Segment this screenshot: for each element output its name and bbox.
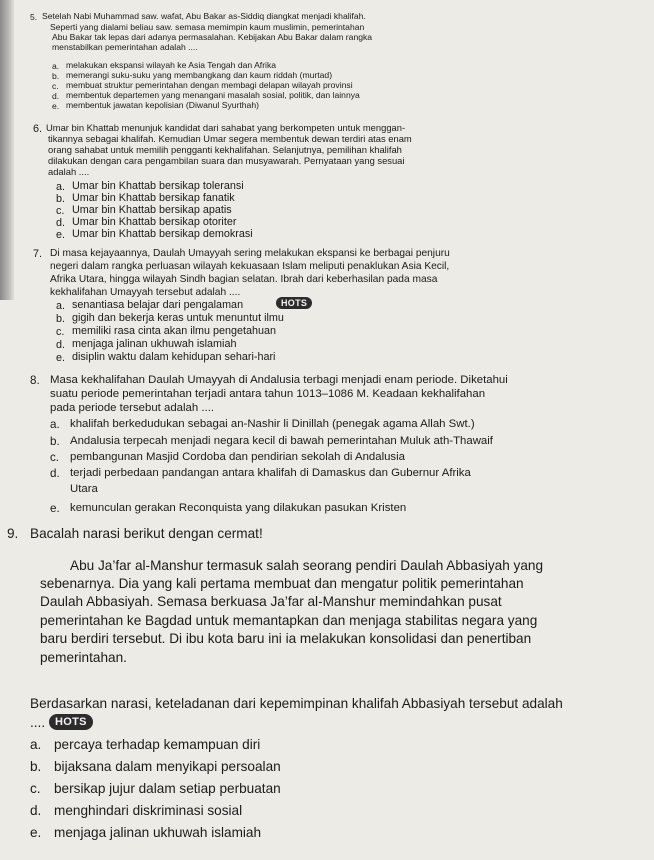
option-d-text[interactable]: Umar bin Khattab bersikap otoriter	[72, 216, 237, 228]
option-letter: c.	[30, 781, 41, 796]
question-instruction: Bacalah narasi berikut dengan cermat!	[30, 526, 263, 541]
option-a-text[interactable]: senantiasa belajar dari pengalaman	[72, 299, 244, 311]
narrative-line: Daulah Abbasiyah. Semasa berkuasa Ja’far al-Manshur memindahkan pusat	[40, 594, 502, 609]
option-letter: a.	[30, 737, 42, 752]
question-text-line: Umar bin Khattab menunjuk kandidat dari sahabat yang berkompeten untuk menggan-	[46, 122, 406, 133]
option-e-text[interactable]: menjaga jalinan ukhuwah islamiah	[54, 825, 262, 840]
option-a-text[interactable]: Umar bin Khattab bersikap toleransi	[72, 180, 244, 192]
option-letter: d.	[56, 339, 66, 351]
option-letter: e.	[52, 101, 60, 111]
option-letter: d.	[50, 467, 60, 480]
question-text-line: suatu periode pemerintahan terjadi antara tahun 1013–1086 M. Keadaan kekhalifahan	[50, 388, 486, 400]
option-letter: a.	[56, 181, 66, 193]
question-number: 8.	[30, 374, 40, 387]
option-letter: b.	[56, 193, 66, 205]
option-e-text[interactable]: kemunculan gerakan Reconquista yang dilakukan pasukan Kristen	[70, 502, 407, 514]
option-b-text[interactable]: Umar bin Khattab bersikap fanatik	[72, 192, 235, 204]
narrative-line: baru berdiri tersebut. Di ibu kota baru ini ia melakukan konsolidasi dan penertiban	[40, 631, 532, 646]
question-text-line: tikannya sebagai khalifah. Kemudian Umar segera membentuk dewan terdiri atas enam	[48, 133, 412, 144]
narrative-box	[30, 553, 648, 683]
question-text-line: Abu Bakar tak lepas dari adanya permasalahan. Kebijakan Abu Bakar dalam rangka	[52, 32, 373, 42]
narrative-line: Abu Ja’far al-Manshur termasuk salah seorang pendiri Daulah Abbasiyah yang	[70, 558, 544, 573]
option-a-text[interactable]: melakukan ekspansi wilayah ke Asia Tengah dan Afrika	[66, 60, 277, 70]
question-text-line: Di masa kejayaannya, Daulah Umayyah sering melakukan ekspansi ke berbagai penjuru	[50, 248, 450, 259]
question-number: 7.	[33, 248, 43, 260]
option-letter: a.	[52, 61, 60, 71]
option-b-text[interactable]: gigih dan bekerja keras untuk menuntut ilmu	[72, 312, 284, 324]
option-d-text[interactable]: menghindari diskriminasi sosial	[54, 803, 243, 818]
question-text: Berdasarkan narasi, keteladanan dari kepemimpinan khalifah Abbasiyah tersebut adalah	[30, 696, 563, 711]
question-text-line: Seperti yang dialami beliau saw. semasa memimpin kaum muslimin, pemerintahan	[50, 22, 365, 32]
option-letter: d.	[52, 91, 60, 101]
option-letter: b.	[56, 313, 66, 325]
question-text-line: Afrika Utara, hingga wilayah Sindh bagian selatan. Ibrah dari keberhasilan pada masa	[50, 274, 438, 285]
option-b-text[interactable]: bijaksana dalam menyikapi persoalan	[54, 759, 281, 774]
option-d-text[interactable]: menjaga jalinan ukhuwah islamiah	[72, 338, 237, 350]
question-text-line: orang sahabat untuk memilih pengganti kekhalifahan. Selanjutnya, pemilihan khalifah	[48, 144, 402, 155]
narrative-line: pemerintahan.	[40, 650, 127, 665]
hots-badge: HOTS	[276, 297, 312, 309]
option-letter: e.	[50, 502, 60, 515]
option-letter: a.	[50, 418, 60, 431]
question-number: 9.	[7, 526, 19, 541]
option-b-text[interactable]: memerangi suku-suku yang membangkang dan kaum riddah (murtad)	[66, 70, 333, 80]
option-letter: d.	[30, 803, 42, 818]
narrative-line: pemerintahan ke Bagdad untuk memantapkan dan menjaga stabilitas negara yang	[40, 613, 538, 628]
option-c-text[interactable]: memiliki rasa cinta akan ilmu pengetahuan	[72, 325, 277, 337]
option-d-text-continued[interactable]: Utara	[70, 483, 98, 495]
option-c-text[interactable]: pembangunan Masjid Cordoba dan pendirian sekolah di Andalusia	[70, 451, 405, 463]
option-letter: e.	[56, 352, 66, 364]
option-c-text[interactable]: Umar bin Khattab bersikap apatis	[72, 204, 232, 216]
question-text-line: menstabilkan pemerintahan adalah ....	[52, 42, 198, 52]
option-e-text[interactable]: membentuk jawatan kepolisian (Diwanul Syurthah)	[66, 100, 259, 110]
question-text-line: dilakukan dengan cara pengambilan suara dan musyawarah. Pernyataan yang sesuai	[48, 155, 405, 166]
option-d-text[interactable]: terjadi perbedaan pandangan antara khalifah di Damaskus dan Gubernur Afrika	[70, 467, 471, 479]
option-e-text[interactable]: Umar bin Khattab bersikap demokrasi	[72, 228, 253, 240]
book-binding-shadow	[0, 0, 14, 300]
narrative-line: sebenarnya. Dia yang kali pertama membuat dan mengatur politik pemerintahan	[40, 576, 524, 591]
option-letter: a.	[56, 300, 66, 312]
option-letter: c.	[56, 205, 65, 217]
option-e-text[interactable]: disiplin waktu dalam kehidupan sehari-hari	[72, 351, 276, 363]
option-d-text[interactable]: membentuk departemen yang menangani masalah sosial, politik, dan lainnya	[66, 90, 360, 100]
option-letter: c.	[52, 81, 59, 91]
option-letter: b.	[30, 759, 42, 774]
hots-badge: HOTS	[49, 714, 93, 730]
question-number: 6.	[33, 123, 43, 135]
question-text-line: kekhalifahan Umayyah tersebut adalah ....	[50, 287, 241, 298]
option-letter: b.	[52, 71, 60, 81]
option-letter: c.	[50, 451, 60, 464]
option-letter: d.	[56, 217, 66, 229]
option-c-text[interactable]: membuat struktur pemerintahan dengan membagi delapan wilayah provinsi	[66, 80, 353, 90]
option-a-text[interactable]: khalifah berkedudukan sebagai an-Nashir li Dinillah (penegak agama Allah Swt.)	[70, 418, 475, 430]
option-c-text[interactable]: bersikap jujur dalam setiap perbuatan	[54, 781, 281, 796]
option-letter: b.	[50, 435, 60, 448]
question-text-tail: ....	[30, 715, 46, 730]
question-text-line: negeri dalam rangka perluasan wilayah kekuasaan Islam meliputi penaklukan Asia Kecil,	[50, 261, 450, 272]
option-letter: e.	[56, 229, 66, 241]
question-text-line: Setelah Nabi Muhammad saw. wafat, Abu Bakar as-Siddiq diangkat menjadi khalifah.	[42, 11, 366, 21]
question-text-line: adalah ....	[48, 166, 90, 177]
question-text-line: Masa kekhalifahan Daulah Umayyah di Andalusia terbagi menjadi enam periode. Diketahui	[50, 374, 508, 386]
option-letter: c.	[56, 326, 65, 338]
question-text-line: pada periode tersebut adalah ....	[50, 402, 215, 414]
question-number: 5.	[30, 12, 38, 22]
option-a-text[interactable]: percaya terhadap kemampuan diri	[54, 737, 261, 752]
option-b-text[interactable]: Andalusia terpecah menjadi negara kecil di bawah pemerintahan Muluk ath-Thawaif	[70, 435, 493, 447]
option-letter: e.	[30, 825, 42, 840]
